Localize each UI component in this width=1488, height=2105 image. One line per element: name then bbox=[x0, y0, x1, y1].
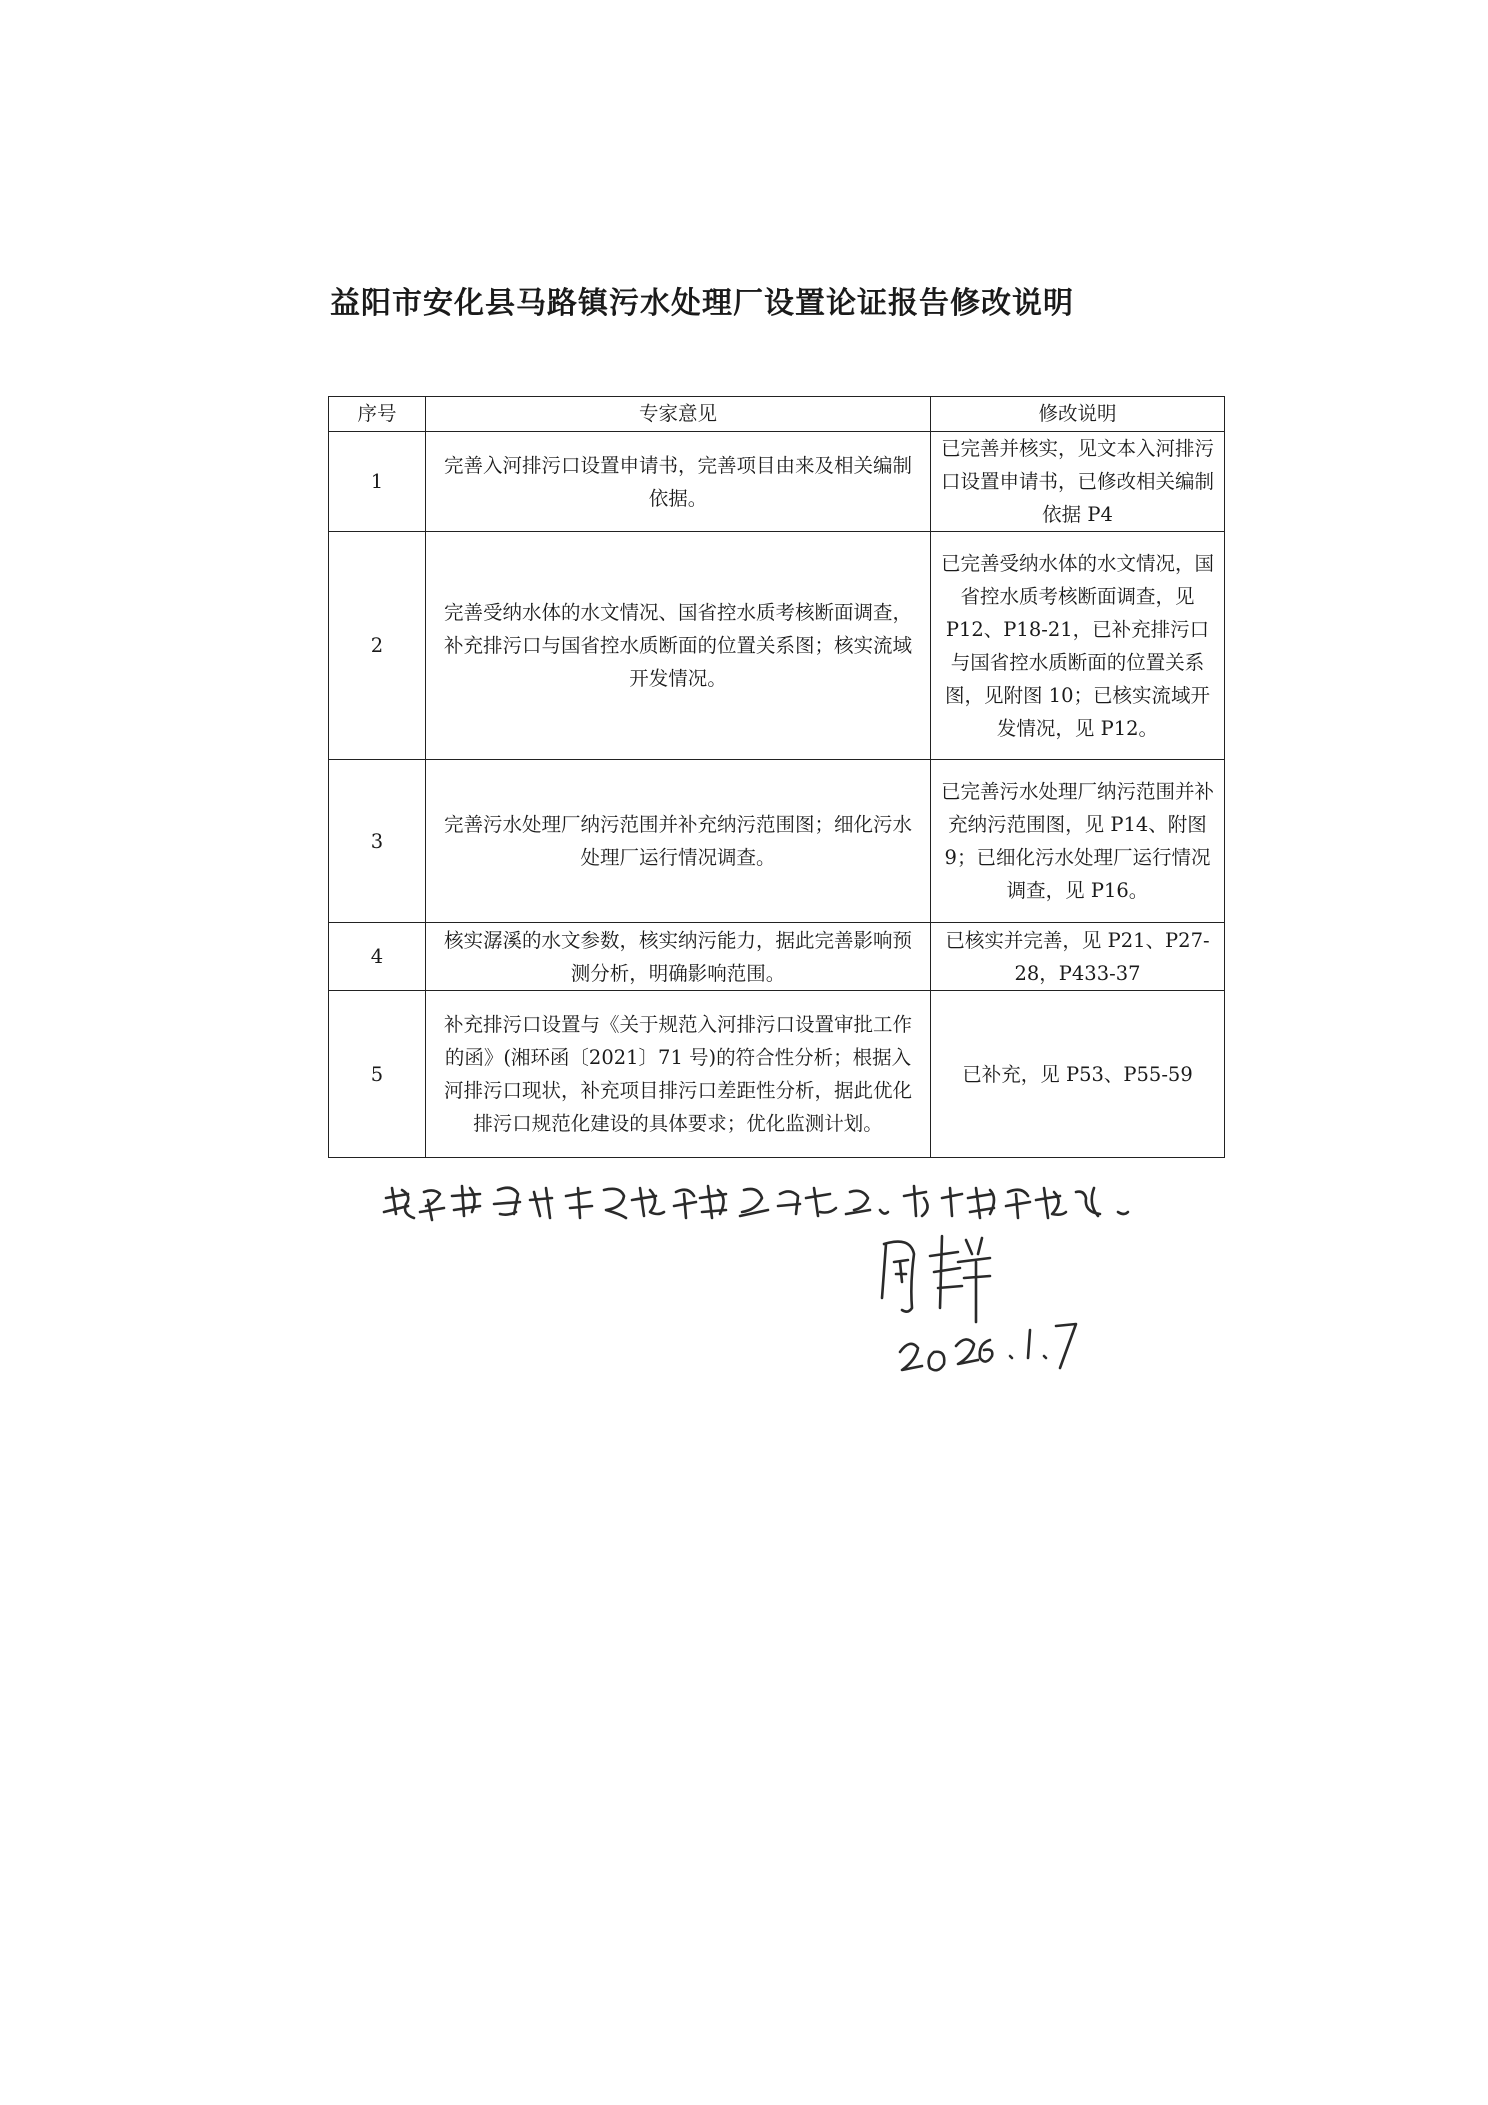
header-seq: 序号 bbox=[329, 397, 426, 432]
change-note: 已核实并完善，见 P21、P27-28，P433-37 bbox=[931, 923, 1225, 991]
handwritten-note bbox=[384, 1186, 1128, 1220]
expert-opinion: 核实潺溪的水文参数，核实纳污能力，据此完善影响预测分析，明确影响范围。 bbox=[426, 923, 931, 991]
change-note: 已完善并核实，见文本入河排污口设置申请书，已修改相关编制依据 P4 bbox=[931, 432, 1225, 532]
expert-opinion: 完善入河排污口设置申请书，完善项目由来及相关编制依据。 bbox=[426, 432, 931, 532]
table-row bbox=[329, 432, 1225, 532]
document-title: 益阳市安化县马路镇污水处理厂设置论证报告修改说明 bbox=[330, 286, 1074, 321]
row-number: 5 bbox=[329, 991, 426, 1158]
row-number: 3 bbox=[329, 760, 426, 923]
expert-opinion: 完善污水处理厂纳污范围并补充纳污范围图；细化污水处理厂运行情况调查。 bbox=[426, 760, 931, 923]
header-change: 修改说明 bbox=[931, 397, 1225, 432]
row-number: 2 bbox=[329, 532, 426, 760]
expert-opinion: 补充排污口设置与《关于规范入河排污口设置审批工作的函》(湘环函〔2021〕71 号)的符合性分析；根据入河排污口现状，补充项目排污口差距性分析，据此优化排污口规范化建设的具体要求；优化监测计划。 bbox=[426, 991, 931, 1158]
row-number: 4 bbox=[329, 923, 426, 991]
header-opinion: 专家意见 bbox=[426, 397, 931, 432]
expert-opinion: 完善受纳水体的水文情况、国省控水质考核断面调查，补充排污口与国省控水质断面的位置关系图；核实流域开发情况。 bbox=[426, 532, 931, 760]
table-row bbox=[329, 532, 1225, 760]
table-row bbox=[329, 760, 1225, 923]
change-note: 已完善受纳水体的水文情况，国省控水质考核断面调查，见 P12、P18-21，已补充排污口与国省控水质断面的位置关系图，见附图 10；已核实流域开发情况，见 P12。 bbox=[931, 532, 1225, 760]
review-table bbox=[328, 396, 1225, 1158]
change-note: 已补充，见 P53、P55-59 bbox=[931, 991, 1225, 1158]
signature-date bbox=[900, 1324, 1076, 1370]
signature bbox=[882, 1236, 990, 1322]
table-header-row bbox=[329, 397, 1225, 432]
table-row bbox=[329, 923, 1225, 991]
row-number: 1 bbox=[329, 432, 426, 532]
table-row bbox=[329, 991, 1225, 1158]
change-note: 已完善污水处理厂纳污范围并补充纳污范围图，见 P14、附图 9；已细化污水处理厂运行情况调查，见 P16。 bbox=[931, 760, 1225, 923]
